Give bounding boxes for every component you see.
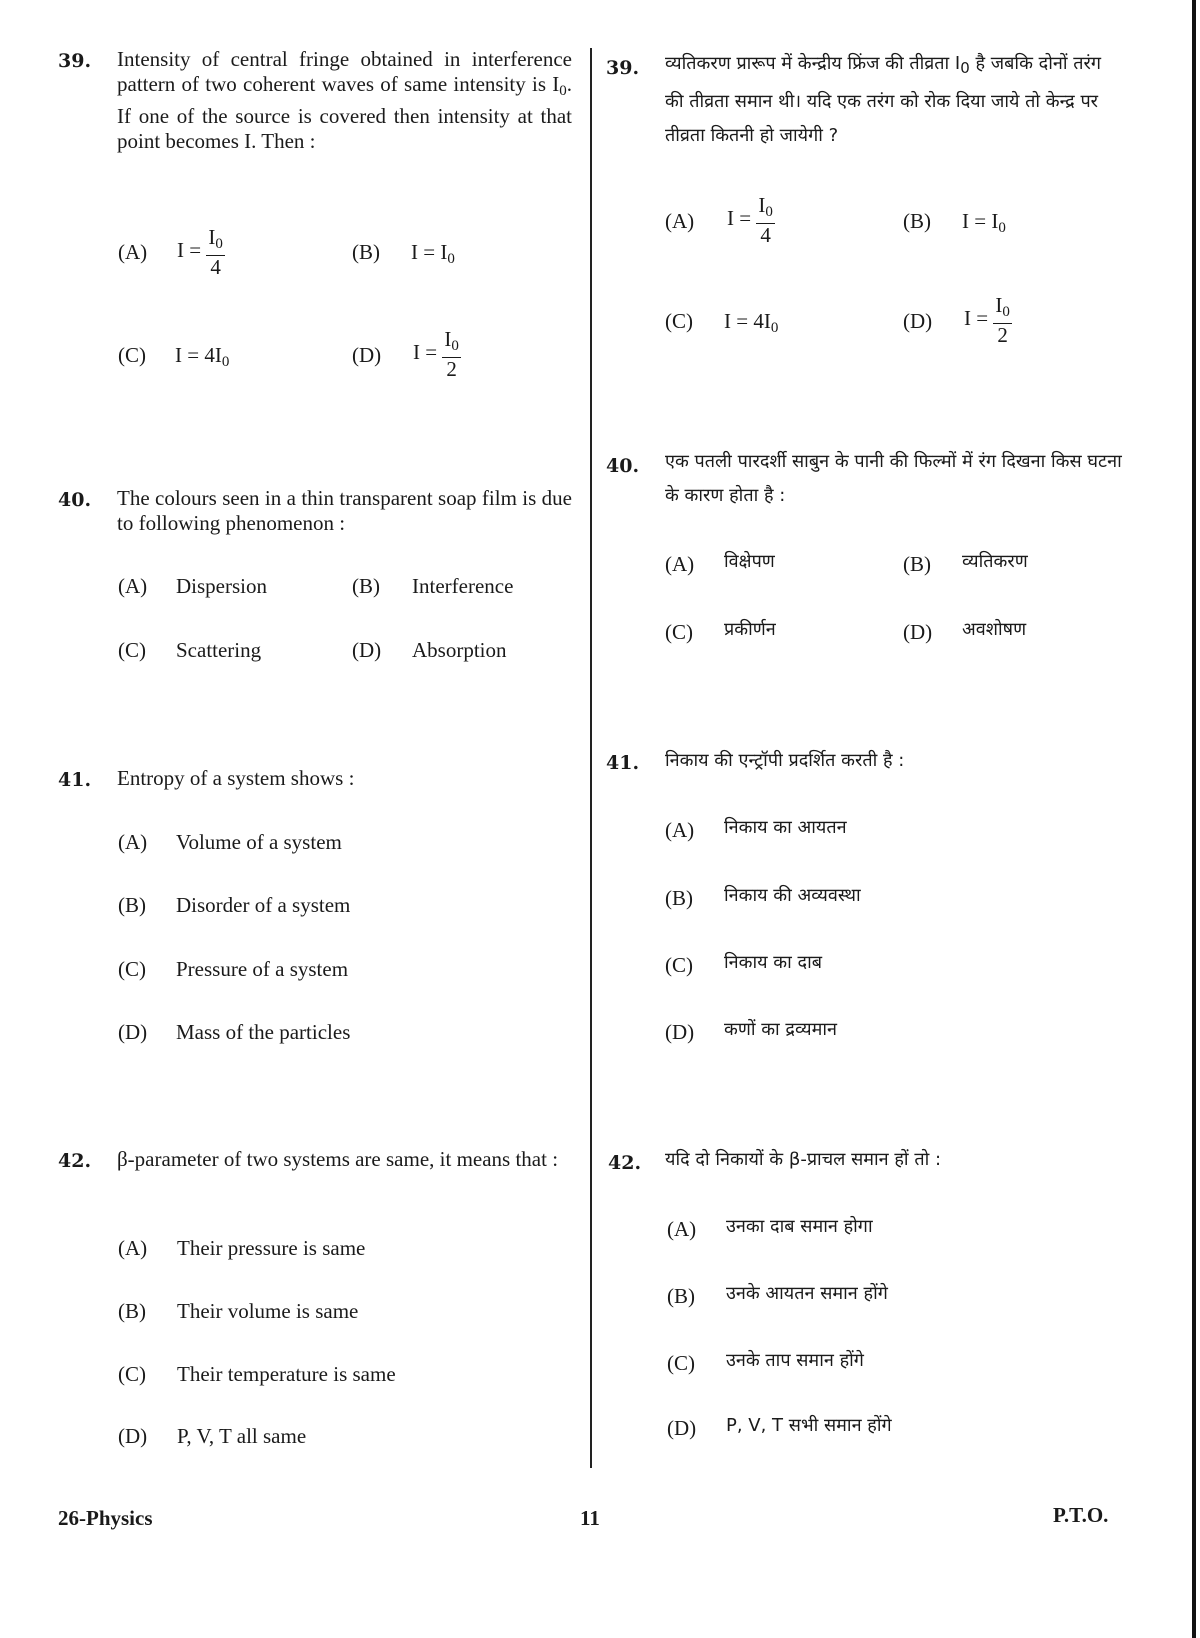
question-number: 41.	[606, 752, 640, 774]
question-stem: व्यतिकरण प्रारूप में केन्द्रीय फ्रिंज की तीव्रता $I_0$ है जबकि दोनों तरंग की तीव्रता समान थी। यदि एक तरंग को रोक दिया जाये तो केन्द्र पर तीव्रता कितनी हो जायेगी ?	[665, 53, 1101, 146]
option-a[interactable]: Dispersion	[176, 574, 267, 598]
page-edge	[1192, 0, 1196, 1638]
option-b[interactable]: $I = I_0$	[411, 240, 455, 267]
option-d[interactable]: Absorption	[412, 638, 507, 662]
option-b[interactable]: Their volume is same	[177, 1299, 359, 1323]
question-stem: एक पतली पारदर्शी साबुन के पानी की फिल्मों में रंग दिखना किस घटना के कारण होता है :	[665, 451, 1122, 506]
option-label-d: (D)	[903, 620, 933, 644]
option-label-d: (D)	[118, 1020, 148, 1044]
option-label-d: (D)	[352, 343, 382, 367]
question-number: 40.	[606, 455, 640, 477]
option-d[interactable]: अवशोषण	[962, 619, 1027, 640]
option-c[interactable]: $I = 4I_0$	[175, 343, 230, 370]
option-label-a: (A)	[667, 1217, 697, 1241]
option-d[interactable]: P, V, T all same	[177, 1424, 307, 1448]
option-label-c: (C)	[665, 309, 693, 333]
question-stem: The colours seen in a thin transparent soap film is due to following phenomenon :	[117, 486, 572, 535]
question-stem: β-parameter of two systems are same, it means that :	[117, 1147, 559, 1171]
option-a[interactable]: Their pressure is same	[177, 1236, 366, 1260]
question-number: 41.	[58, 769, 92, 791]
option-label-a: (A)	[665, 552, 695, 576]
option-label-b: (B)	[118, 893, 146, 917]
option-label-d: (D)	[665, 1020, 695, 1044]
option-d[interactable]: I = $\frac{I_0}{2}$	[964, 293, 1010, 347]
option-c[interactable]: Their temperature is same	[177, 1362, 396, 1386]
option-b[interactable]: $I = I_0$	[962, 209, 1006, 236]
option-c[interactable]: Scattering	[176, 638, 262, 662]
option-c[interactable]: Pressure of a system	[176, 957, 349, 981]
option-label-c: (C)	[665, 953, 693, 977]
option-b[interactable]: Disorder of a system	[176, 893, 351, 917]
option-c[interactable]: निकाय का दाब	[724, 952, 823, 973]
option-label-c: (C)	[118, 1362, 146, 1386]
option-c[interactable]: उनके ताप समान होंगे	[726, 1350, 864, 1371]
option-b[interactable]: Interference	[412, 574, 514, 598]
option-label-c: (C)	[118, 957, 146, 981]
option-b[interactable]: उनके आयतन समान होंगे	[726, 1283, 888, 1304]
option-label-c: (C)	[118, 638, 146, 662]
option-label-a: (A)	[665, 818, 695, 842]
pto-label: P.T.O.	[1053, 1503, 1109, 1527]
option-label-c: (C)	[118, 343, 146, 367]
option-label-a: (A)	[118, 1236, 148, 1260]
option-label-c: (C)	[665, 620, 693, 644]
option-b[interactable]: व्यतिकरण	[962, 551, 1028, 572]
option-c[interactable]: $I = 4I_0$	[724, 309, 779, 336]
option-label-b: (B)	[903, 209, 931, 233]
option-label-b: (B)	[352, 240, 380, 264]
question-number: 42.	[608, 1152, 642, 1174]
question-stem: Intensity of central fringe obtained in interference pattern of two coherent waves of same intensity is $I_0$. If one of the source is covered then intensity at that point becomes I. Then :	[117, 47, 572, 153]
option-label-d: (D)	[903, 309, 933, 333]
option-label-b: (B)	[903, 552, 931, 576]
option-a[interactable]: उनका दाब समान होगा	[726, 1216, 873, 1237]
question-number: 42.	[58, 1150, 92, 1172]
option-c[interactable]: प्रकीर्णन	[724, 619, 776, 640]
option-label-a: (A)	[118, 240, 148, 264]
column-divider	[590, 48, 592, 1468]
option-label-a: (A)	[118, 574, 148, 598]
option-label-b: (B)	[667, 1284, 695, 1308]
option-d[interactable]: कणों का द्रव्यमान	[724, 1019, 837, 1040]
option-label-d: (D)	[352, 638, 382, 662]
option-label-a: (A)	[665, 209, 695, 233]
option-label-b: (B)	[352, 574, 380, 598]
option-d[interactable]: Mass of the particles	[176, 1020, 351, 1044]
option-a[interactable]: I = $\frac{I_0}{4}$	[177, 225, 223, 279]
option-label-d: (D)	[118, 1424, 148, 1448]
option-d[interactable]: I = $\frac{I_0}{2}$	[413, 327, 459, 381]
option-b[interactable]: निकाय की अव्यवस्था	[724, 885, 861, 906]
option-label-d: (D)	[667, 1416, 697, 1440]
question-number: 39.	[58, 50, 92, 72]
option-label-a: (A)	[118, 830, 148, 854]
option-label-c: (C)	[667, 1351, 695, 1375]
option-a[interactable]: I = $\frac{I_0}{4}$	[727, 193, 773, 247]
question-stem: यदि दो निकायों के β-प्राचल समान हों तो :	[665, 1149, 942, 1170]
paper-code: 26-Physics	[58, 1506, 153, 1530]
option-d[interactable]: P, V, T सभी समान होंगे	[726, 1415, 892, 1436]
option-label-b: (B)	[665, 886, 693, 910]
option-a[interactable]: विक्षेपण	[724, 551, 775, 572]
option-label-b: (B)	[118, 1299, 146, 1323]
question-stem: Entropy of a system shows :	[117, 766, 355, 790]
question-number: 40.	[58, 489, 92, 511]
page-number: 11	[580, 1506, 600, 1530]
option-a[interactable]: Volume of a system	[176, 830, 342, 854]
question-number: 39.	[606, 57, 640, 79]
question-stem: निकाय की एन्ट्रॉपी प्रदर्शित करती है :	[665, 750, 905, 771]
option-a[interactable]: निकाय का आयतन	[724, 817, 847, 838]
